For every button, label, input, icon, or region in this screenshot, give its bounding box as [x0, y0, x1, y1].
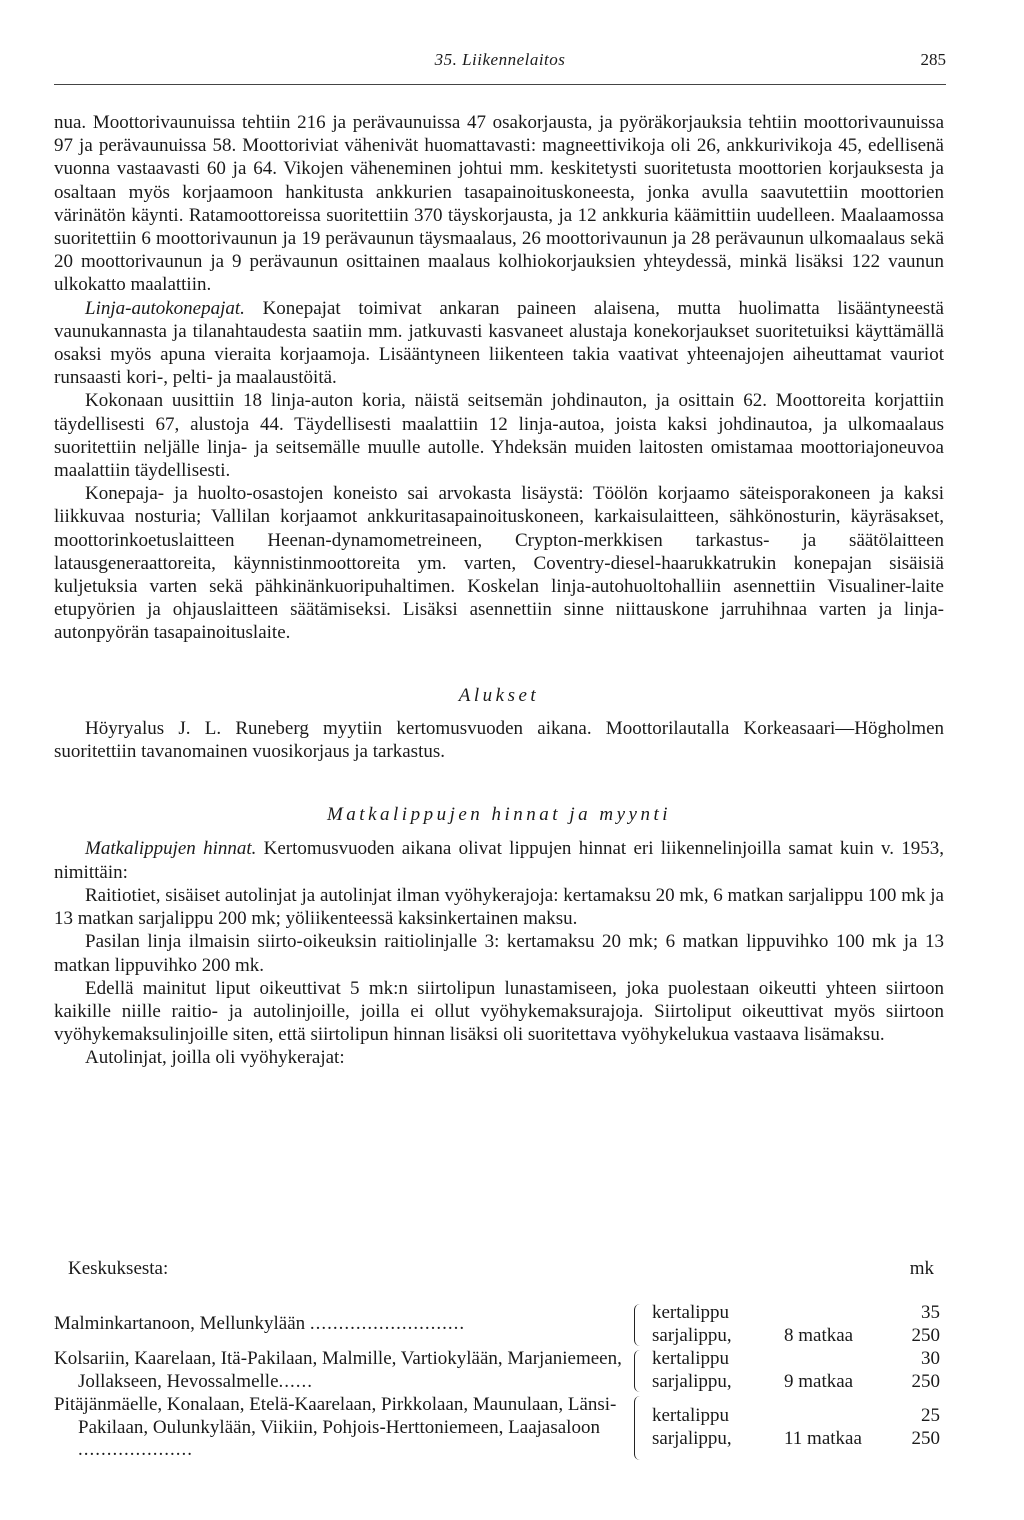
zone-destinations: [54, 1394, 638, 1462]
running-header: [54, 50, 946, 85]
paragraph-2: [54, 297, 944, 390]
zone-row: [54, 1302, 944, 1348]
paragraph-2-lead: Linja-autokonepajat.: [85, 297, 245, 319]
paragraph-9: Edellä mainitut liput oikeuttivat 5 mk:n siirtolipun lunastamiseen, joka puolestaan oikeutti yhteen siirtoon kaikille niille raitio- ja autolinjoille, joilla ei ollut vyöhykemaksurajoja. Siirtoliput oikeuttivat myös siirtoon vyöhykemaksulinjoille siten, että siirtolipun hinnan lisäksi oli suoritettava vyöhykelukua vastaava lisämaksu.: [54, 977, 944, 1046]
paragraph-5: Höyryalus J. L. Runeberg myytiin kertomusvuoden aikana. Moottorilautalla Korkeasaari—Högholmen suoritettiin tavanomainen vuosikorjaus ja tarkastus.: [54, 717, 944, 763]
series-ticket-price: 250: [911, 1324, 940, 1346]
header-title: 35. Liikennelaitos: [434, 50, 566, 69]
paragraph-8: Pasilan linja ilmaisin siirto-oikeuksin raitiolinjalle 3: kertamaksu 20 mk; 6 matkan lippuvihko 100 mk ja 13 matkan lippuvihko 200 mk.: [54, 931, 944, 976]
paragraph-4: Konepaja- ja huolto-osastojen koneisto sai arvokasta lisäystä: Töölön korjaamo säteisporakoneen ja kaksi liikkuvaa nosturia; Vallilan korjaamot ankkuritasapainoituskoneen, karkaisulaitteen, sähkönosturin, käyräsakset, moottorinkoetuslaitteen Heenan-dynamometreineen, Crypton-merkkisen tarkastus- ja säätölaitteen latausgeneraattoreita, käynnistinmoottoreita ym. varten, Coventry-diesel-haarukkatrukin konepajan sisäisiä kuljetuksia varten sekä pähkinänkuoripuhaltimen. Koskelan linja-autohuoltohalliin asennettiin Visualiner-laite etupyörien ja ohjauslaitteen säätämiseksi. Lisäksi asennettiin sinne niittauskone jarruhihnaa varten ja linja-autonpyörän tasapainoituslaite.: [54, 483, 944, 644]
single-ticket-price: 30: [921, 1348, 940, 1369]
zone-table-unit: mk: [909, 1258, 934, 1279]
zone-row: [54, 1348, 944, 1394]
paragraph-6-lead: Matkalippujen hinnat.: [85, 838, 257, 860]
series-ticket-trips: 9 matkaa: [784, 1370, 854, 1392]
page-number: 285: [920, 50, 946, 69]
series-ticket-price: 250: [911, 1427, 940, 1449]
body-text: [54, 111, 944, 1070]
single-ticket-line: [634, 1302, 940, 1325]
zone-table-header: [54, 1258, 944, 1302]
leader-dots: ......: [278, 1370, 314, 1392]
single-ticket-label: kertalippu: [652, 1348, 730, 1369]
single-ticket-line: [634, 1405, 940, 1428]
paragraph-6: [54, 837, 944, 883]
paragraph-6-text: Kertomusvuoden aikana olivat lippujen hinnat eri liikennelinjoilla samat kuin v. 1953, nimittäin:: [54, 838, 944, 883]
paragraph-10: Autolinjat, joilla oli vyöhykerajat:: [85, 1047, 345, 1069]
series-ticket-trips: 8 matkaa: [784, 1324, 854, 1346]
zone-prices: [634, 1302, 940, 1348]
single-ticket-price: 35: [921, 1302, 940, 1323]
zone-table-from-label: Keskuksesta:: [68, 1258, 169, 1279]
zone-destinations: [54, 1348, 638, 1393]
zone-destinations-text: Kolsariin, Kaarelaan, Itä-Pakilaan, Malmille, Vartiokylään, Marjaniemeen, Jollakseen, Hevossalmelle: [54, 1348, 622, 1392]
paragraph-7: Raitiotiet, sisäiset autolinjat ja autolinjat ilman vyöhykerajoja: kertamaksu 20 mk, 6 matkan sarjalippu 100 mk ja 13 matkan sarjalippu 200 mk; yöliikenteessä kaksinkertainen maksu.: [54, 884, 944, 930]
series-ticket-label: sarjalippu,: [652, 1427, 732, 1449]
single-ticket-label: kertalippu: [652, 1302, 730, 1323]
paragraph-3: Kokonaan uusittiin 18 linja-auton koria, näistä seitsemän johdinauton, ja osittain 62. Moottoreita korjattiin täydellisesti 67, alustoja 44. Täydellisesti maalattiin 12 linja-autoa, joista kaksi johdinautoa, ja ulkomaalaus suoritettiin neljälle linja- ja seitsemälle muulle autolle. Yhdeksän muiden laitosten omistamaa moottoriajoneuvoa maalattiin täydellisesti.: [54, 390, 944, 482]
zone-row: [54, 1394, 944, 1462]
zone-price-table: [54, 1258, 944, 1462]
single-ticket-price: 25: [921, 1405, 940, 1426]
series-ticket-line: [634, 1371, 940, 1394]
zone-destinations-text: Malminkartanoon, Mellunkylään: [54, 1313, 310, 1334]
series-ticket-line: [634, 1428, 940, 1451]
paragraph-1: nua. Moottorivaunuissa tehtiin 216 ja perävaunuissa 47 osakorjausta, ja pyöräkorjauksia tehtiin moottorivaunuissa 97 ja perävaunuissa 58. Moottoriviat vähenivät huomattavasti: magneettivikoja oli 26, ankkurivikoja 45, edellisenä vuonna vastaavasti 60 ja 64. Vikojen väheneminen johtui mm. keskitetysti suoritetusta moottorien korjauksesta ja osaltaan myös korjaamoon hankitusta ankkurien tasapainoituskoneesta, jonka avulla saavutettiin moottorien värinätön käynti. Ratamoottoreissa suoritettiin 370 täyskorjausta, ja 12 ankkuria käämittiin uudelleen. Maalaamossa suoritettiin 6 moottorivaunun ja 19 perävaunun täysmaalaus, 26 moottorivaunun ja 28 perävaunun ulkomaalaus sekä 20 moottorivaunun ja 9 perävaunun osittainen maalaus kolhiokorjauksien yhteydessä, minkä lisäksi 122 vaunun ulkokatto maalattiin.: [54, 112, 944, 296]
series-ticket-price: 250: [911, 1370, 940, 1392]
series-ticket-label: sarjalippu,: [652, 1324, 732, 1346]
leader-dots: ...........................: [309, 1313, 466, 1334]
series-ticket-label: sarjalippu,: [652, 1370, 732, 1392]
heading-alukset: Alukset: [458, 684, 540, 706]
series-ticket-trips: 11 matkaa: [784, 1427, 862, 1449]
heading-matkalippujen-hinnat: Matkalippujen hinnat ja myynti: [326, 804, 672, 826]
leader-dots: ....................: [78, 1439, 193, 1460]
zone-prices: [634, 1394, 940, 1462]
zone-prices: [634, 1348, 940, 1394]
single-ticket-label: kertalippu: [652, 1405, 730, 1426]
single-ticket-line: [634, 1348, 940, 1371]
zone-destinations: [54, 1302, 638, 1336]
paragraph-2-text: Konepajat toimivat ankaran paineen alaisena, mutta huolimatta lisääntyneestä vaunukannasta ja tilanahtaudesta saatiin mm. jatkuvasti kasvaneet alustaja konekorjaukset suoritetuiksi käyttämällä osaksi myös apuna vieraita korjaamoja. Lisääntyneen liikenteen takia vaativat yhteenajojen aiheuttamat vauriot runsaasti kori-, pelti- ja maalaustöitä.: [54, 297, 944, 389]
series-ticket-line: [634, 1325, 940, 1348]
zone-destinations-text: Pitäjänmäelle, Konalaan, Etelä-Kaarelaan, Pirkkolaan, Maunulaan, Länsi-Pakilaan, Oulunkylään, Viikiin, Pohjois-Herttoniemeen, Laajasaloon: [54, 1394, 617, 1438]
